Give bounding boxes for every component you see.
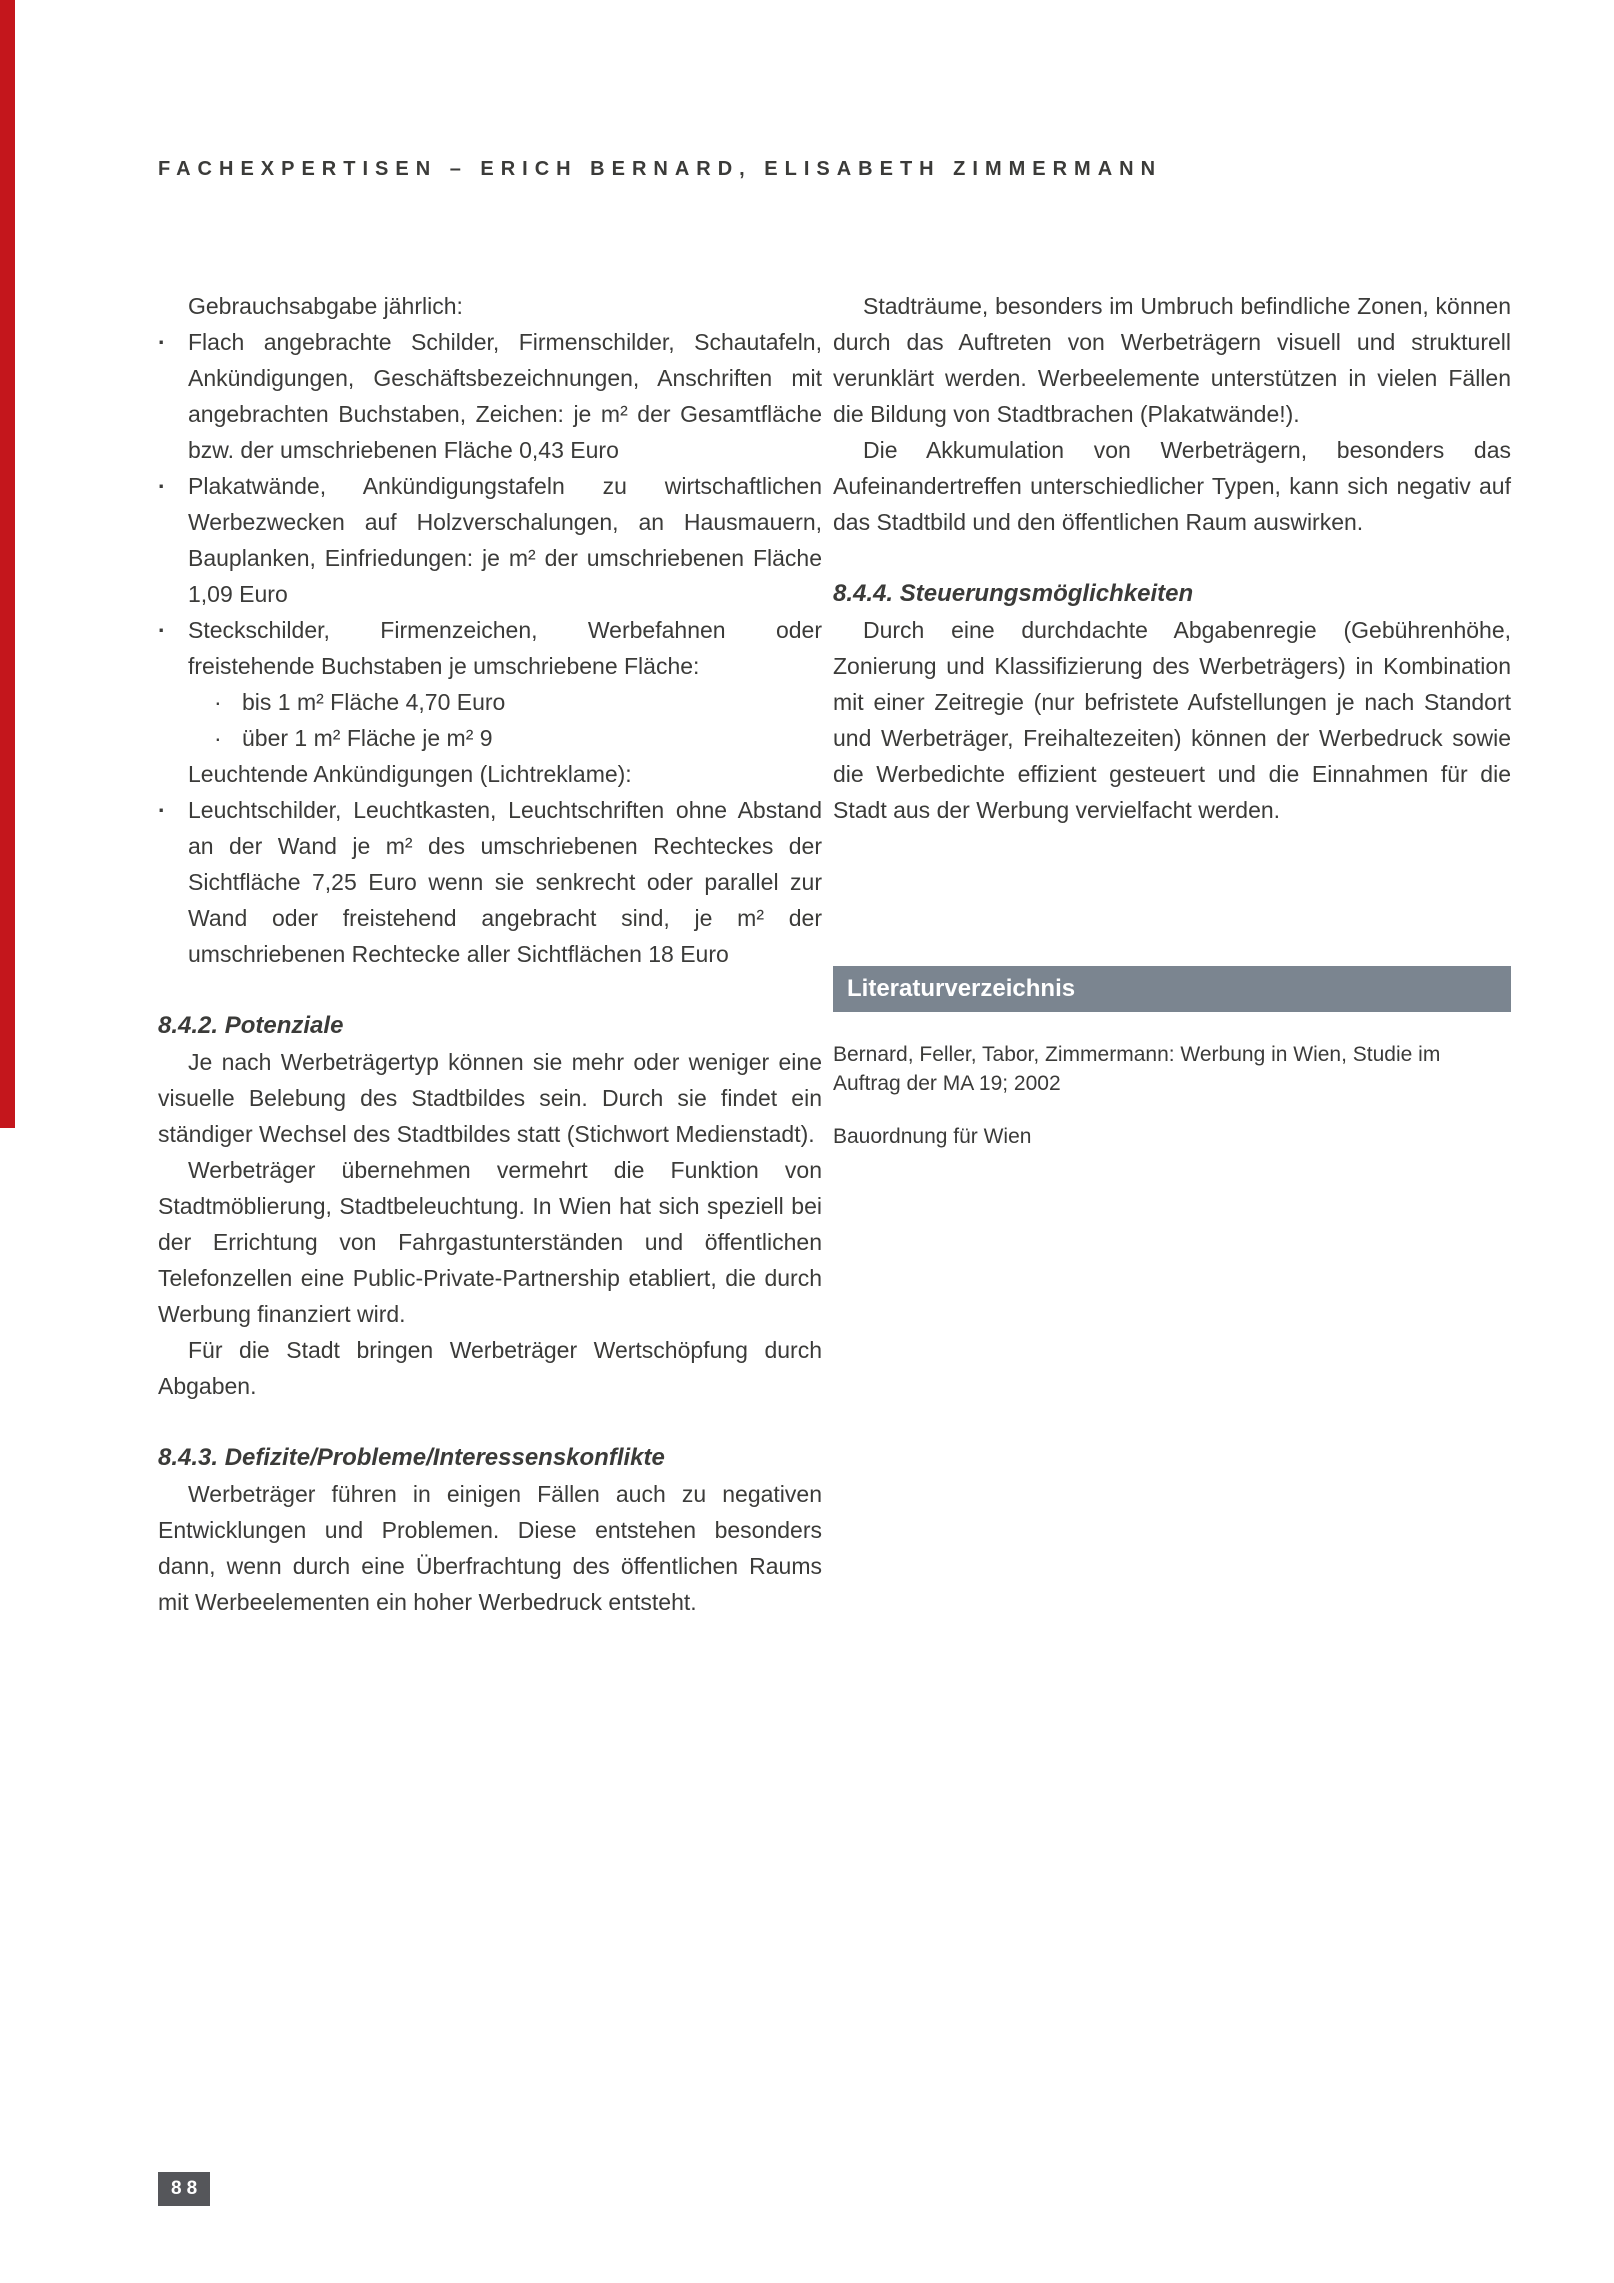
left-column	[158, 288, 822, 1620]
paragraph: Je nach Werbeträgertyp können sie mehr oder weniger eine visuelle Belebung des Stadtbildes sein. Durch sie findet ein ständiger Wechsel des Stadtbildes statt (Stichwort Medienstadt).	[158, 1049, 822, 1147]
bullet-icon	[158, 792, 188, 972]
accent-bar	[0, 0, 15, 1128]
right-column	[833, 288, 1511, 1151]
sub-list-item	[214, 684, 822, 720]
note-line: Leuchtende Ankündigungen (Lichtreklame):	[188, 761, 632, 787]
literature-banner: Literaturverzeichnis	[833, 966, 1511, 1012]
list-item	[158, 468, 822, 612]
reference-entry: Bauordnung für Wien	[833, 1125, 1032, 1148]
sub-list-item	[214, 720, 822, 756]
list-item	[158, 324, 822, 468]
list-item-text: Steckschilder, Firmenzeichen, Werbefahnen oder freistehende Buchstaben je umschriebene Fläche:	[188, 617, 822, 679]
paragraph: Stadträume, besonders im Umbruch befindliche Zonen, können durch das Auftreten von Werbeträgern visuell und strukturell verunklärt werden. Werbeelemente unterstützen in vielen Fällen die Bildung von Stadtbrachen (Plakatwände!).	[833, 293, 1511, 427]
bullet-icon	[214, 684, 242, 720]
page-header: FACHEXPERTISEN – ERICH BERNARD, ELISABETH ZIMMERMANN	[158, 158, 1163, 180]
bullet-icon	[214, 720, 242, 756]
list-item-text: Leuchtschilder, Leuchtkasten, Leuchtschriften ohne Abstand an der Wand je m² des umschriebenen Rechteckes der Sichtfläche 7,25 Euro wenn sie senkrecht oder parallel zur Wand oder freistehend angebracht sind, je m² der umschriebenen Rechtecke aller Sichtflächen 18 Euro	[188, 797, 822, 967]
sub-list-item-text: bis 1 m² Fläche 4,70 Euro	[242, 689, 506, 715]
page-number: 88	[158, 2172, 210, 2206]
bullet-icon	[158, 612, 188, 684]
list-item-text: Plakatwände, Ankündigungstafeln zu wirtschaftlichen Werbezwecken auf Holzverschalungen, an Hausmauern, Bauplanken, Einfriedungen: je m² der umschriebenen Fläche 1,09 Euro	[188, 473, 822, 607]
list-item	[158, 792, 822, 972]
paragraph: Die Akkumulation von Werbeträgern, besonders das Aufeinandertreffen unterschiedlicher Typen, kann sich negativ auf das Stadtbild und den öffentlichen Raum auswirken.	[833, 437, 1511, 535]
list-item-text: Flach angebrachte Schilder, Firmenschilder, Schautafeln, Ankündigungen, Geschäftsbezeichnungen, Anschriften mit angebrachten Buchstaben, Zeichen: je m² der Gesamtfläche bzw. der umschriebenen Fläche 0,43 Euro	[188, 329, 822, 463]
sub-list	[158, 684, 822, 756]
bullet-icon	[158, 468, 188, 612]
paragraph: Für die Stadt bringen Werbeträger Wertschöpfung durch Abgaben.	[158, 1337, 822, 1399]
paragraph: Durch eine durchdachte Abgabenregie (Gebührenhöhe, Zonierung und Klassifizierung des Werbeträgers) in Kombination mit einer Zeitregie (nur befristete Aufstellungen je nach Standort und Werbeträger, Freihaltezeiten) können der Werbedruck sowie die Werbedichte effizient gesteuert und die Einnahmen für die Stadt aus der Werbung vervielfacht werden.	[833, 617, 1511, 823]
reference-list	[833, 1040, 1511, 1151]
intro-paragraph: Gebrauchsabgabe jährlich:	[188, 293, 463, 319]
bullet-icon	[158, 324, 188, 468]
list-item	[158, 612, 822, 684]
section-heading-844: 8.4.4. Steuerungsmöglichkeiten	[833, 580, 1194, 607]
sub-list-item-text: über 1 m² Fläche je m² 9	[242, 725, 493, 751]
section-heading-843: 8.4.3. Defizite/Probleme/Interessenskonflikte	[158, 1444, 665, 1471]
paragraph: Werbeträger führen in einigen Fällen auch zu negativen Entwicklungen und Problemen. Diese entstehen besonders dann, wenn durch eine Überfrachtung des öffentlichen Raums mit Werbeelementen ein hoher Werbedruck entsteht.	[158, 1481, 822, 1615]
paragraph: Werbeträger übernehmen vermehrt die Funktion von Stadtmöblierung, Stadtbeleuchtung. In Wien hat sich speziell bei der Errichtung von Fahrgastunterständen und öffentlichen Telefonzellen eine Public-Private-Partnership etabliert, die durch Werbung finanziert wird.	[158, 1157, 822, 1327]
section-heading-842: 8.4.2. Potenziale	[158, 1012, 344, 1039]
reference-entry: Bernard, Feller, Tabor, Zimmermann: Werbung in Wien, Studie im Auftrag der MA 19; 2002	[833, 1043, 1441, 1095]
